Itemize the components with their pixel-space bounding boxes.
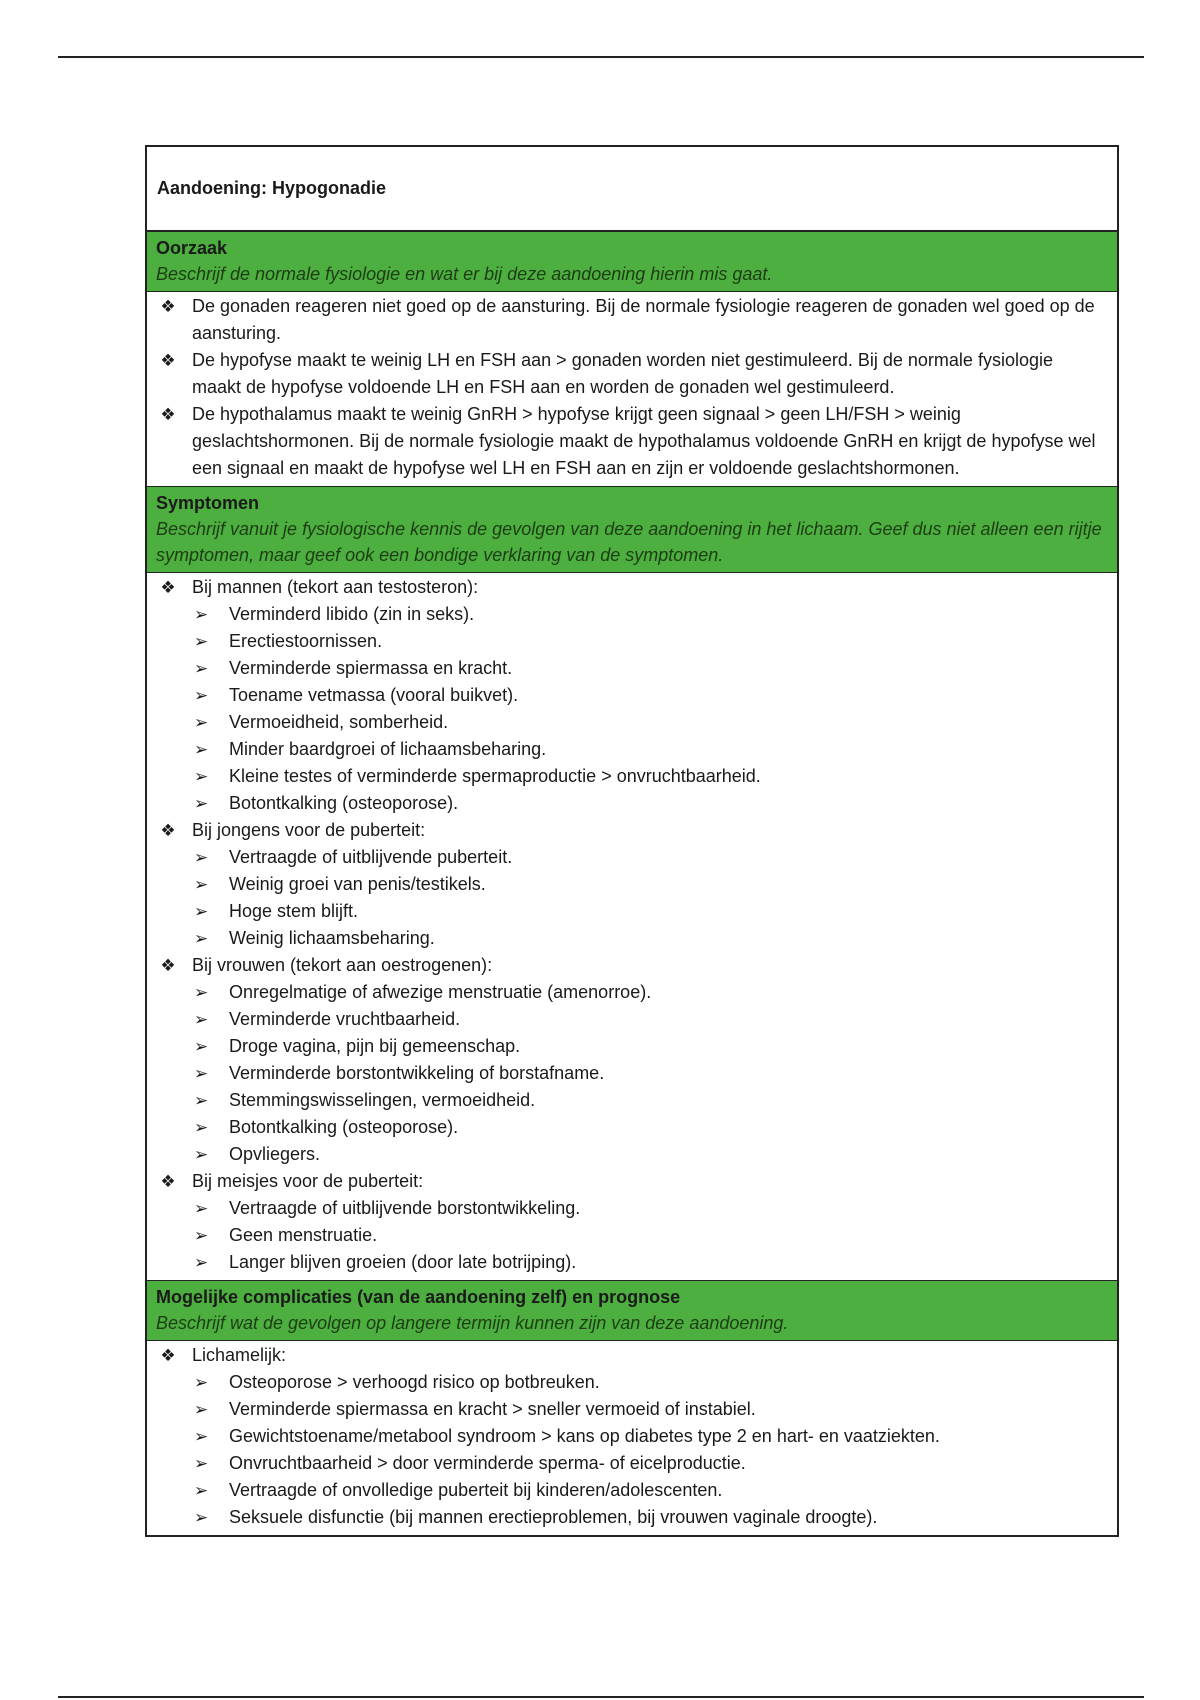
diamond-bullet-icon: ❖ [160, 297, 176, 316]
arrow-bullet-icon: ➢ [194, 1145, 209, 1164]
bullet-list [157, 293, 1105, 482]
document-title: Aandoening: Hypogonadie [147, 147, 1117, 231]
section-heading: Symptomen [156, 493, 260, 513]
list-item-text: De hypothalamus maakt te weinig GnRH > hypofyse krijgt geen signaal > geen LH/FSH > weinig geslachtshormonen. Bij de normale fysiologie maakt de hypothalamus voldoende GnRH en krijgt de hypofyse wel een signaal en maakt de hypofyse wel LH en FSH aan en zijn er voldoende geslachtshormonen. [192, 404, 1096, 478]
diamond-bullet-icon: ❖ [160, 1172, 176, 1191]
arrow-bullet-icon: ➢ [194, 875, 209, 894]
list-item-text: Bij jongens voor de puberteit: [192, 820, 426, 840]
sub-bullet-list [192, 1369, 1105, 1531]
list-item [157, 347, 1105, 401]
sub-list-item [192, 1450, 1105, 1477]
sub-list-item-text: Minder baardgroei of lichaamsbeharing. [229, 739, 547, 759]
list-item-text: De hypofyse maakt te weinig LH en FSH aan > gonaden worden niet gestimuleerd. Bij de normale fysiologie maakt de hypofyse voldoende LH en FSH aan en worden de gonaden wel gestimuleerd. [192, 350, 1053, 397]
sub-list-item-text: Hoge stem blijft. [229, 901, 359, 921]
section-body-1 [147, 573, 1117, 1280]
diamond-bullet-icon: ❖ [160, 578, 176, 597]
sub-list-item [192, 1249, 1105, 1276]
arrow-bullet-icon: ➢ [194, 1037, 209, 1056]
arrow-bullet-icon: ➢ [194, 1508, 209, 1527]
list-item-text: Bij meisjes voor de puberteit: [192, 1171, 424, 1191]
arrow-bullet-icon: ➢ [194, 1400, 209, 1419]
list-item [157, 1168, 1105, 1276]
sub-list-item [192, 1195, 1105, 1222]
sub-list-item-text: Vertraagde of uitblijvende puberteit. [229, 847, 513, 867]
sub-list-item-text: Kleine testes of verminderde spermaproductie > onvruchtbaarheid. [229, 766, 761, 786]
arrow-bullet-icon: ➢ [194, 1010, 209, 1029]
arrow-bullet-icon: ➢ [194, 794, 209, 813]
sub-list-item [192, 844, 1105, 871]
section-body-0 [147, 292, 1117, 486]
sub-list-item-text: Verminderde spiermassa en kracht. [229, 658, 513, 678]
sub-list-item [192, 1141, 1105, 1168]
section-header-1 [147, 486, 1117, 573]
sub-list-item-text: Erectiestoornissen. [229, 631, 383, 651]
arrow-bullet-icon: ➢ [194, 1454, 209, 1473]
section-heading: Mogelijke complicaties (van de aandoening zelf) en prognose [156, 1287, 681, 1307]
list-item [157, 817, 1105, 952]
arrow-bullet-icon: ➢ [194, 1253, 209, 1272]
sub-bullet-list [192, 1195, 1105, 1276]
diamond-bullet-icon: ❖ [160, 405, 176, 424]
sub-list-item [192, 1222, 1105, 1249]
sub-list-item [192, 1396, 1105, 1423]
arrow-bullet-icon: ➢ [194, 1064, 209, 1083]
arrow-bullet-icon: ➢ [194, 1481, 209, 1500]
sub-list-item [192, 655, 1105, 682]
diamond-bullet-icon: ❖ [160, 1346, 176, 1365]
sub-list-item [192, 1087, 1105, 1114]
sub-list-item [192, 898, 1105, 925]
sub-list-item-text: Weinig lichaamsbeharing. [229, 928, 435, 948]
sub-list-item [192, 1114, 1105, 1141]
sub-list-item [192, 709, 1105, 736]
sub-list-item-text: Verminderde vruchtbaarheid. [229, 1009, 461, 1029]
list-item [157, 293, 1105, 347]
section-header-2 [147, 1280, 1117, 1341]
arrow-bullet-icon: ➢ [194, 1091, 209, 1110]
arrow-bullet-icon: ➢ [194, 1118, 209, 1137]
condition-table [145, 145, 1119, 1537]
section-body-2 [147, 1341, 1117, 1535]
list-item [157, 401, 1105, 482]
sub-list-item [192, 871, 1105, 898]
list-item [157, 574, 1105, 817]
sub-list-item [192, 1006, 1105, 1033]
arrow-bullet-icon: ➢ [194, 1199, 209, 1218]
bullet-list [157, 1342, 1105, 1531]
diamond-bullet-icon: ❖ [160, 956, 176, 975]
sub-list-item [192, 1033, 1105, 1060]
sub-list-item-text: Gewichtstoename/metabool syndroom > kans op diabetes type 2 en hart- en vaatziekten. [229, 1426, 940, 1446]
arrow-bullet-icon: ➢ [194, 983, 209, 1002]
arrow-bullet-icon: ➢ [194, 902, 209, 921]
sub-list-item [192, 628, 1105, 655]
list-item-text: Lichamelijk: [192, 1345, 287, 1365]
sub-bullet-list [192, 601, 1105, 817]
arrow-bullet-icon: ➢ [194, 740, 209, 759]
section-instruction: Beschrijf wat de gevolgen op langere termijn kunnen zijn van deze aandoening. [156, 1313, 789, 1333]
sub-list-item-text: Verminderd libido (zin in seks). [229, 604, 475, 624]
sub-list-item-text: Vertraagde of uitblijvende borstontwikkeling. [229, 1198, 581, 1218]
arrow-bullet-icon: ➢ [194, 632, 209, 651]
arrow-bullet-icon: ➢ [194, 848, 209, 867]
arrow-bullet-icon: ➢ [194, 686, 209, 705]
sub-list-item-text: Botontkalking (osteoporose). [229, 1117, 459, 1137]
sub-list-item-text: Langer blijven groeien (door late botrijping). [229, 1252, 577, 1272]
sub-list-item [192, 682, 1105, 709]
list-item-text: Bij mannen (tekort aan testosteron): [192, 577, 479, 597]
arrow-bullet-icon: ➢ [194, 659, 209, 678]
sub-list-item-text: Opvliegers. [229, 1144, 321, 1164]
sub-list-item [192, 1504, 1105, 1531]
sub-list-item [192, 1060, 1105, 1087]
page-header-rule [58, 56, 1144, 58]
sub-list-item-text: Stemmingswisselingen, vermoeidheid. [229, 1090, 536, 1110]
sub-list-item-text: Vertraagde of onvolledige puberteit bij kinderen/adolescenten. [229, 1480, 723, 1500]
sub-list-item [192, 1423, 1105, 1450]
sub-list-item [192, 790, 1105, 817]
sub-list-item [192, 763, 1105, 790]
section-header-0 [147, 231, 1117, 292]
section-instruction: Beschrijf de normale fysiologie en wat er bij deze aandoening hierin mis gaat. [156, 264, 773, 284]
sub-list-item-text: Droge vagina, pijn bij gemeenschap. [229, 1036, 521, 1056]
sub-bullet-list [192, 844, 1105, 952]
sub-list-item-text: Toename vetmassa (vooral buikvet). [229, 685, 519, 705]
sub-bullet-list [192, 979, 1105, 1168]
diamond-bullet-icon: ❖ [160, 821, 176, 840]
sub-list-item [192, 1369, 1105, 1396]
arrow-bullet-icon: ➢ [194, 605, 209, 624]
sections-container [147, 231, 1117, 1535]
sub-list-item-text: Geen menstruatie. [229, 1225, 378, 1245]
arrow-bullet-icon: ➢ [194, 1373, 209, 1392]
list-item-text: Bij vrouwen (tekort aan oestrogenen): [192, 955, 493, 975]
section-instruction: Beschrijf vanuit je fysiologische kennis de gevolgen van deze aandoening in het lichaam. Geef dus niet alleen een rijtje symptomen, maar geef ook een bondige verklaring van de symptomen. [156, 519, 1102, 565]
arrow-bullet-icon: ➢ [194, 713, 209, 732]
diamond-bullet-icon: ❖ [160, 351, 176, 370]
bullet-list [157, 574, 1105, 1276]
list-item [157, 1342, 1105, 1531]
sub-list-item [192, 1477, 1105, 1504]
sub-list-item-text: Botontkalking (osteoporose). [229, 793, 459, 813]
sub-list-item-text: Vermoeidheid, somberheid. [229, 712, 449, 732]
sub-list-item [192, 736, 1105, 763]
arrow-bullet-icon: ➢ [194, 1427, 209, 1446]
arrow-bullet-icon: ➢ [194, 929, 209, 948]
sub-list-item [192, 979, 1105, 1006]
sub-list-item-text: Verminderde borstontwikkeling of borstafname. [229, 1063, 605, 1083]
list-item [157, 952, 1105, 1168]
arrow-bullet-icon: ➢ [194, 1226, 209, 1245]
sub-list-item-text: Osteoporose > verhoogd risico op botbreuken. [229, 1372, 600, 1392]
sub-list-item-text: Verminderde spiermassa en kracht > sneller vermoeid of instabiel. [229, 1399, 756, 1419]
list-item-text: De gonaden reageren niet goed op de aansturing. Bij de normale fysiologie reageren de gonaden wel goed op de aansturing. [192, 296, 1095, 343]
sub-list-item-text: Weinig groei van penis/testikels. [229, 874, 486, 894]
sub-list-item-text: Onregelmatige of afwezige menstruatie (amenorroe). [229, 982, 652, 1002]
sub-list-item-text: Onvruchtbaarheid > door verminderde sperma- of eicelproductie. [229, 1453, 746, 1473]
sub-list-item [192, 601, 1105, 628]
page-footer-rule [58, 1696, 1144, 1698]
sub-list-item [192, 925, 1105, 952]
arrow-bullet-icon: ➢ [194, 767, 209, 786]
sub-list-item-text: Seksuele disfunctie (bij mannen erectieproblemen, bij vrouwen vaginale droogte). [229, 1507, 878, 1527]
section-heading: Oorzaak [156, 238, 228, 258]
